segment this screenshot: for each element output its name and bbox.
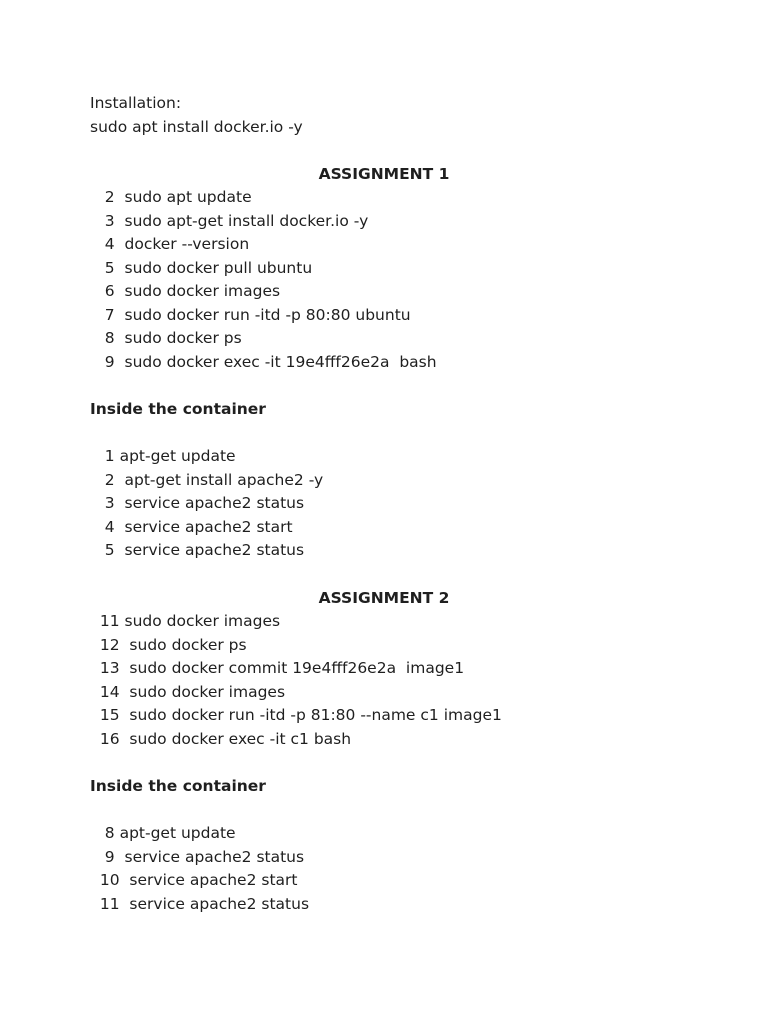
command-line: 2 sudo apt update <box>90 188 252 206</box>
container-command-line: 5 service apache2 status <box>90 541 305 559</box>
container-command-line: 1 apt-get update <box>90 447 236 465</box>
command-line: 14 sudo docker images <box>90 683 286 701</box>
container-command-line: 9 service apache2 status <box>90 848 305 866</box>
container-command-line: 10 service apache2 start <box>90 871 298 889</box>
command-line: 13 sudo docker commit 19e4fff26e2a image1 <box>90 659 465 677</box>
command-line: 8 sudo docker ps <box>90 329 242 347</box>
container-command-line: 11 service apache2 status <box>90 895 310 913</box>
container-command-line: 2 apt-get install apache2 -y <box>90 471 324 489</box>
command-line: 16 sudo docker exec -it c1 bash <box>90 730 352 748</box>
command-line: 4 docker --version <box>90 235 250 253</box>
command-line: 9 sudo docker exec -it 19e4fff26e2a bash <box>90 353 437 371</box>
command-line: 7 sudo docker run -itd -p 80:80 ubuntu <box>90 306 411 324</box>
command-line: 12 sudo docker ps <box>90 636 247 654</box>
container-command-line: 4 service apache2 start <box>90 518 293 536</box>
container-heading-1: Inside the container <box>90 400 266 418</box>
container-command-line: 8 apt-get update <box>90 824 236 842</box>
command-line: 6 sudo docker images <box>90 282 281 300</box>
command-line: 5 sudo docker pull ubuntu <box>90 259 313 277</box>
installation-heading: Installation: <box>90 94 182 112</box>
command-line: 3 sudo apt-get install docker.io -y <box>90 212 369 230</box>
container-heading-2: Inside the container <box>90 777 266 795</box>
container-command-line: 3 service apache2 status <box>90 494 305 512</box>
command-line: 11 sudo docker images <box>90 612 281 630</box>
assignment-2-title: ASSIGNMENT 2 <box>318 589 450 607</box>
installation-command: sudo apt install docker.io -y <box>90 118 303 136</box>
assignment-1-title: ASSIGNMENT 1 <box>318 165 450 183</box>
command-line: 15 sudo docker run -itd -p 81:80 --name c1 image1 <box>90 706 502 724</box>
